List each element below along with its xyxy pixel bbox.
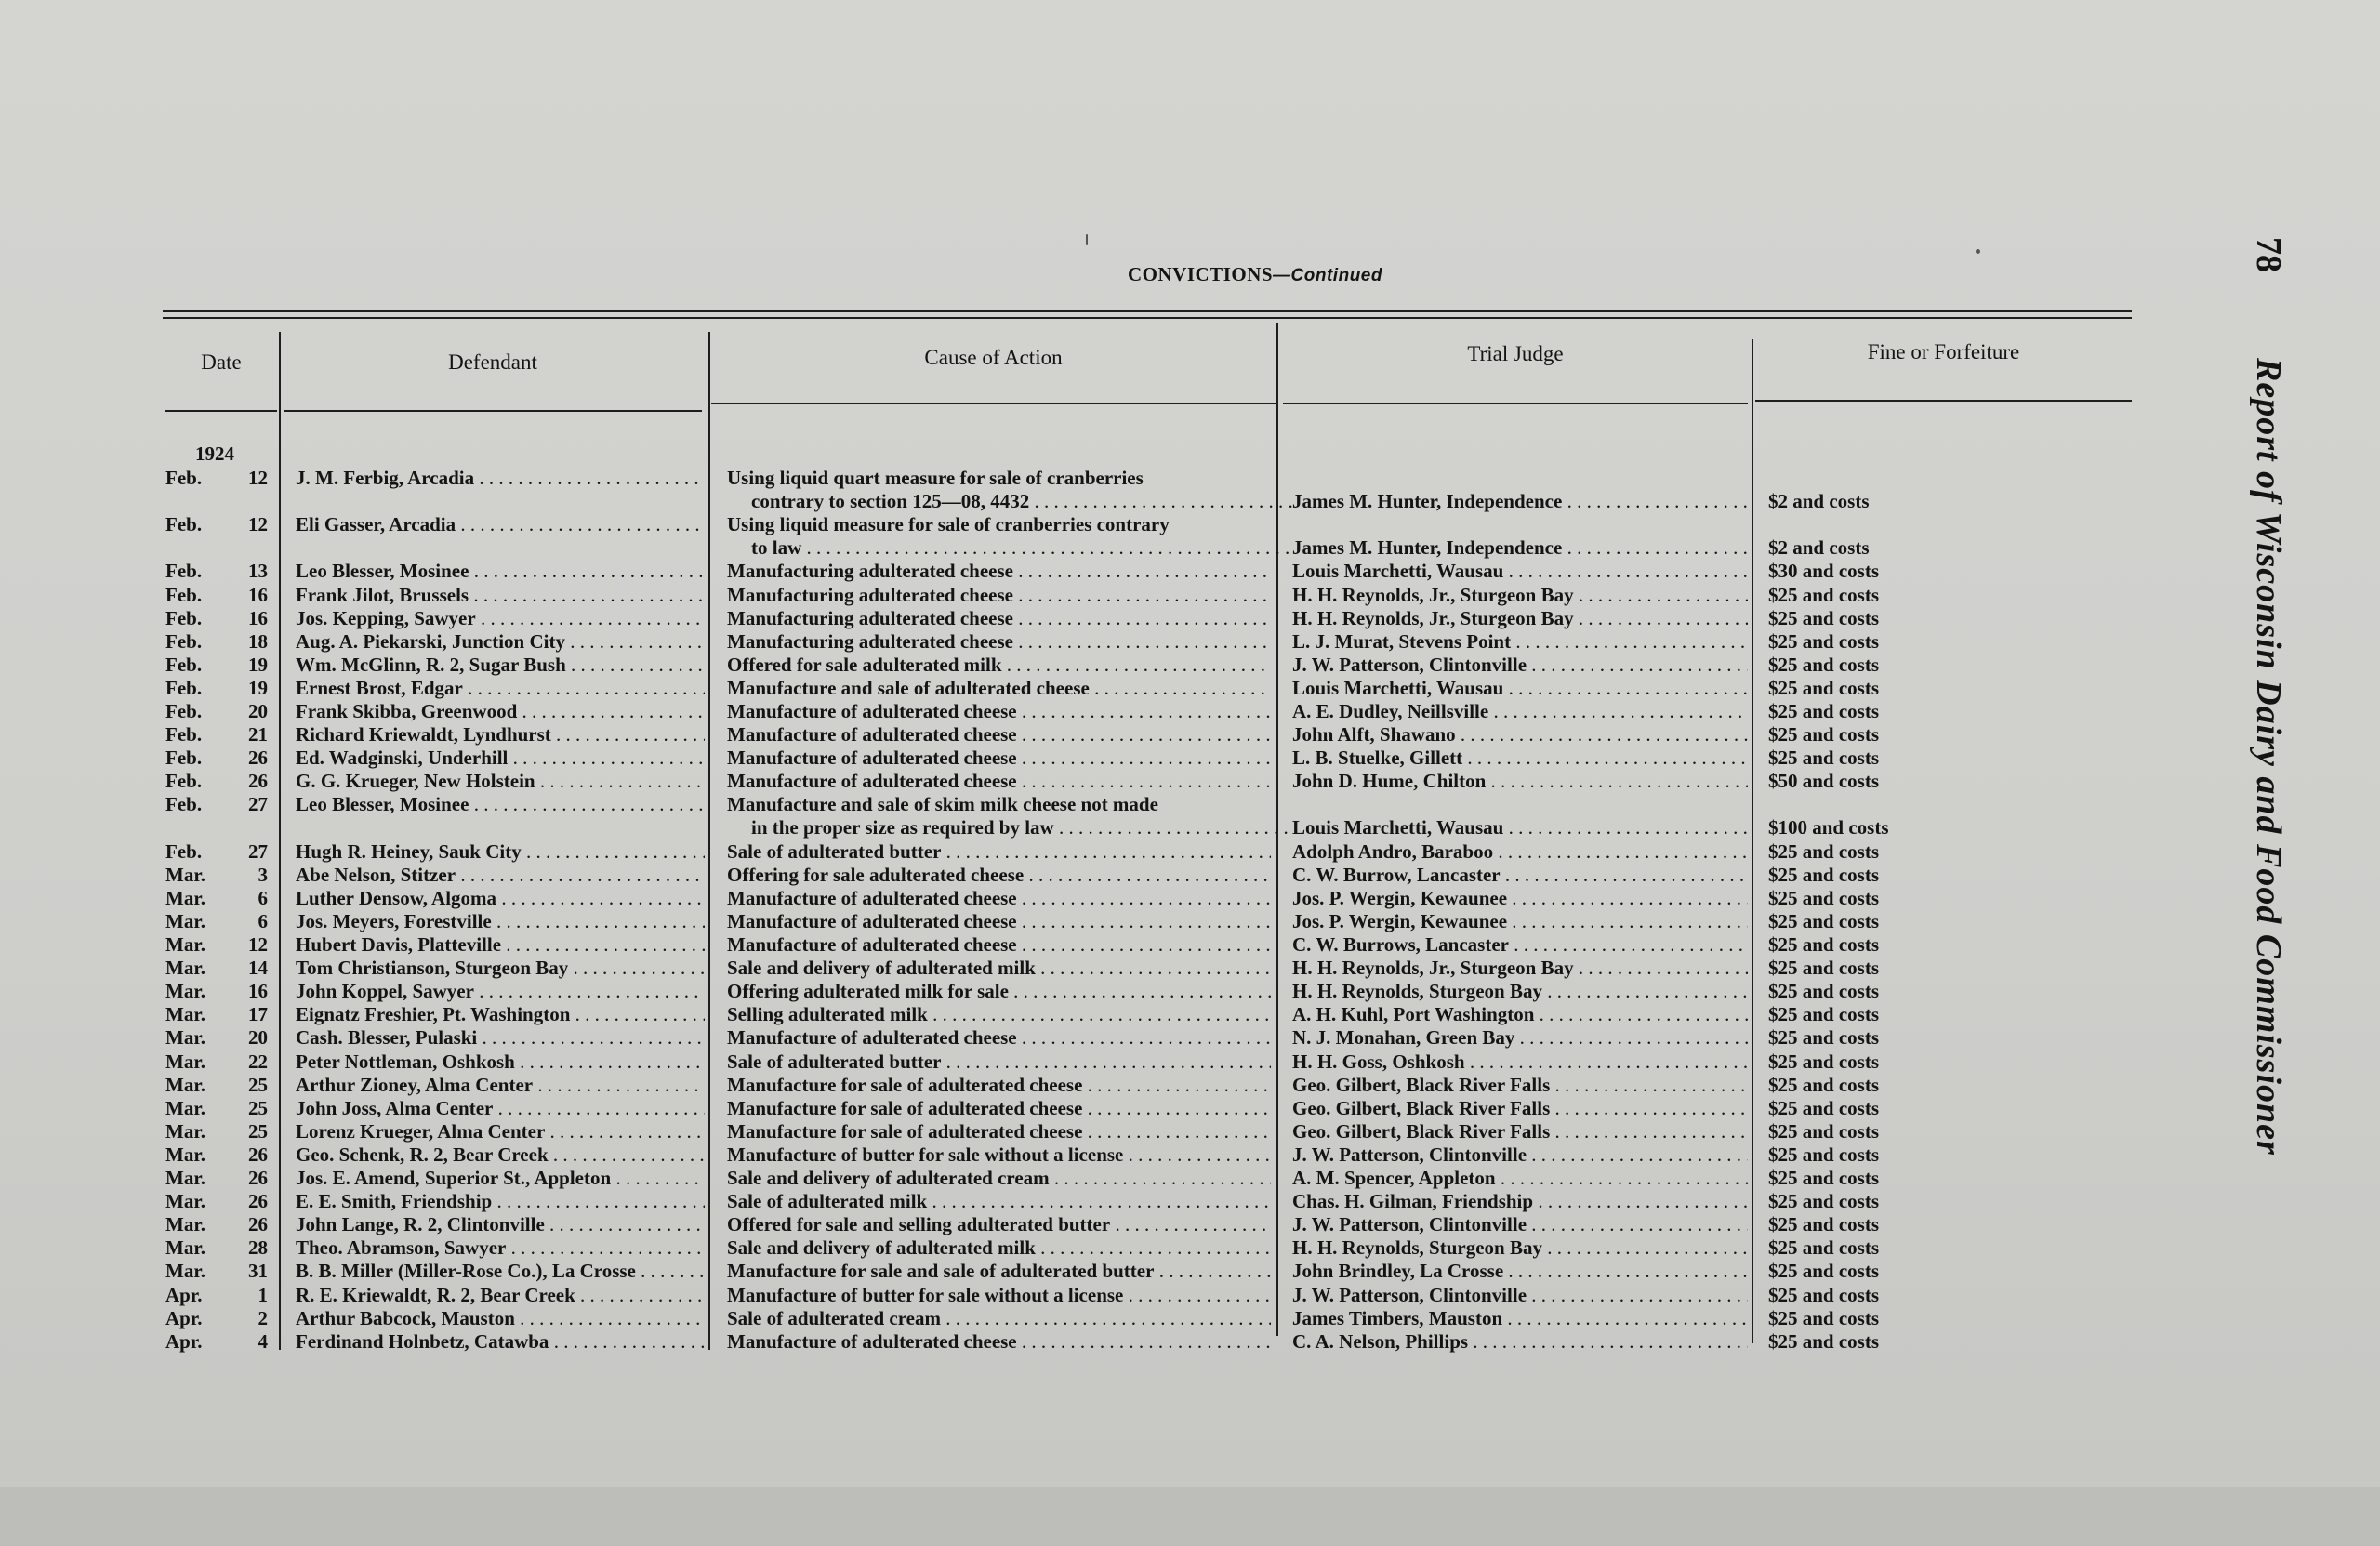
table-row (0, 933, 2380, 957)
date-day: 6 (258, 886, 268, 909)
table-row (0, 793, 2380, 839)
cause-cell: Offering adulterated milk for sale . . . (727, 980, 1271, 1003)
date-day: 16 (248, 980, 268, 1003)
date-day: 6 (258, 909, 268, 932)
date-day: 28 (248, 1236, 268, 1260)
date-day: 22 (248, 1050, 268, 1073)
table-row (0, 1074, 2380, 1097)
table-row (0, 910, 2380, 933)
date-day: 2 (258, 1306, 268, 1329)
cause-cell: Manufacture for sale of adulterated cheese . . . (727, 1120, 1271, 1143)
table-row (0, 747, 2380, 770)
running-title: Report of Wisconsin Dairy and Food Commissioner (2249, 358, 2288, 1156)
cause-cell: Manufacture of adulterated cheese . . . (727, 933, 1271, 957)
cause-cell: Manufacture of adulterated cheese . . . (727, 887, 1271, 910)
cause-cell: Manufacture of butter for sale without a license . . . (727, 1284, 1271, 1307)
date-month: Mar. (165, 1050, 205, 1073)
table-row (0, 1097, 2380, 1120)
table-row (0, 980, 2380, 1003)
judge-cell: Louis Marchetti, Wausau . . . (1292, 560, 1748, 583)
judge-cell: H. H. Reynolds, Sturgeon Bay . . . (1292, 980, 1748, 1003)
fine-cell: $25 and costs (1768, 933, 1880, 956)
date-month: Feb. (165, 513, 203, 536)
date-month: Mar. (165, 1026, 205, 1050)
defendant-cell: Geo. Schenk, R. 2, Bear Creek . . . (296, 1143, 705, 1167)
table-row (0, 770, 2380, 793)
date-day: 14 (248, 957, 268, 980)
date-month: Mar. (165, 1003, 205, 1026)
date-day: 31 (248, 1260, 268, 1283)
table-row (0, 560, 2380, 583)
fine-cell: $25 and costs (1768, 676, 1880, 699)
cause-cell: Sale of adulterated butter . . . (727, 840, 1271, 864)
date-month: Feb. (165, 770, 203, 793)
date-month: Feb. (165, 700, 203, 722)
date-month: Feb. (165, 560, 203, 583)
fine-cell: $2 and costs (1768, 536, 1870, 560)
judge-cell: Louis Marchetti, Wausau . . . (1292, 677, 1748, 700)
cause-cell: Using liquid measure for sale of cranberries contrary (727, 513, 1170, 536)
table-row (0, 654, 2380, 677)
table-row (0, 1284, 2380, 1307)
date-day: 26 (248, 1167, 268, 1189)
judge-cell: H. H. Goss, Oshkosh . . . (1292, 1050, 1748, 1074)
judge-cell: L. J. Murat, Stevens Point . . . (1292, 630, 1748, 654)
date-day: 25 (248, 1096, 268, 1119)
table-row (0, 723, 2380, 747)
judge-cell: J. W. Patterson, Clintonville . . . (1292, 654, 1748, 677)
defendant-cell: Arthur Babcock, Mauston . . . (296, 1307, 705, 1330)
judge-cell: J. W. Patterson, Clintonville . . . (1292, 1143, 1748, 1167)
judge-cell: Jos. P. Wergin, Kewaunee . . . (1292, 887, 1748, 910)
defendant-cell: John Koppel, Sawyer . . . (296, 980, 705, 1003)
judge-cell: J. W. Patterson, Clintonville . . . (1292, 1213, 1748, 1236)
date-month: Apr. (165, 1306, 203, 1329)
date-day: 27 (248, 793, 268, 816)
fine-cell: $25 and costs (1768, 747, 1880, 770)
cause-cell: to law . . . (727, 536, 1295, 560)
judge-cell: H. H. Reynolds, Jr., Sturgeon Bay . . . (1292, 584, 1748, 607)
date-day: 19 (248, 653, 268, 676)
table-row (0, 1050, 2380, 1074)
table-row (0, 840, 2380, 864)
judge-cell: John Alft, Shawano . . . (1292, 723, 1748, 747)
fine-cell: $25 and costs (1768, 1306, 1880, 1329)
judge-cell: Geo. Gilbert, Black River Falls . . . (1292, 1074, 1748, 1097)
judge-cell: Geo. Gilbert, Black River Falls . . . (1292, 1097, 1748, 1120)
cause-cell: Sale of adulterated milk . . . (727, 1190, 1271, 1213)
table-row (0, 1190, 2380, 1213)
fine-cell: $25 and costs (1768, 957, 1880, 980)
date-month: Mar. (165, 1190, 205, 1213)
date-day: 26 (248, 770, 268, 793)
fine-cell: $25 and costs (1768, 1236, 1880, 1260)
defendant-cell: Aug. A. Piekarski, Junction City . . . (296, 630, 705, 654)
table-row (0, 1307, 2380, 1330)
date-day: 25 (248, 1073, 268, 1096)
fine-cell: $25 and costs (1768, 1003, 1880, 1026)
cause-cell: Manufacture of adulterated cheese . . . (727, 910, 1271, 933)
defendant-cell: Frank Skibba, Greenwood . . . (296, 700, 705, 723)
cause-cell: Manufacture of adulterated cheese . . . (727, 700, 1271, 723)
defendant-cell: Abe Nelson, Stitzer . . . (296, 864, 705, 887)
cause-cell: Sale of adulterated cream . . . (727, 1307, 1271, 1330)
defendant-cell: Jos. Kepping, Sawyer . . . (296, 607, 705, 630)
fine-cell: $25 and costs (1768, 653, 1880, 676)
cause-cell: Manufacture and sale of adulterated cheese . . . (727, 677, 1271, 700)
table-row (0, 1120, 2380, 1143)
year-label: 1924 (195, 443, 234, 465)
judge-cell: A. E. Dudley, Neillsville . . . (1292, 700, 1748, 723)
date-month: Feb. (165, 629, 203, 653)
defendant-cell: John Lange, R. 2, Clintonville . . . (296, 1213, 705, 1236)
defendant-cell: Jos. Meyers, Forestville . . . (296, 910, 705, 933)
date-month: Mar. (165, 933, 205, 956)
cause-cell: Manufacture and sale of skim milk cheese not made (727, 793, 1158, 816)
table-row (0, 700, 2380, 723)
defendant-cell: Leo Blesser, Mosinee . . . (296, 560, 705, 583)
judge-cell: A. H. Kuhl, Port Washington . . . (1292, 1003, 1748, 1026)
fine-cell: $50 and costs (1768, 770, 1880, 793)
column-header-date: Date (201, 350, 242, 374)
defendant-cell: J. M. Ferbig, Arcadia . . . (296, 467, 705, 490)
judge-cell: John D. Hume, Chilton . . . (1292, 770, 1748, 793)
table-title-main: CONVICTIONS (1128, 263, 1274, 285)
table-row (0, 957, 2380, 980)
fine-cell: $25 and costs (1768, 606, 1880, 629)
defendant-cell: Theo. Abramson, Sawyer . . . (296, 1236, 705, 1260)
cause-cell: Sale and delivery of adulterated cream . . . (727, 1167, 1271, 1190)
judge-cell: H. H. Reynolds, Jr., Sturgeon Bay . . . (1292, 607, 1748, 630)
defendant-cell: B. B. Miller (Miller-Rose Co.), La Crosse . . . (296, 1260, 705, 1283)
cause-cell: Manufacture for sale of adulterated cheese . . . (727, 1097, 1271, 1120)
defendant-cell: Richard Kriewaldt, Lyndhurst . . . (296, 723, 705, 747)
date-day: 20 (248, 1026, 268, 1050)
cause-cell: Sale and delivery of adulterated milk . . . (727, 1236, 1271, 1260)
judge-cell: Adolph Andro, Baraboo . . . (1292, 840, 1748, 864)
table-row (0, 584, 2380, 607)
fine-cell: $25 and costs (1768, 863, 1880, 886)
cause-cell: Manufacturing adulterated cheese . . . (727, 560, 1271, 583)
judge-cell: James Timbers, Mauston . . . (1292, 1307, 1748, 1330)
cause-cell: Manufacturing adulterated cheese . . . (727, 607, 1271, 630)
column-header-cause: Cause of Action (924, 346, 1063, 369)
judge-cell: Louis Marchetti, Wausau . . . (1292, 816, 1748, 839)
table-row (0, 864, 2380, 887)
defendant-cell: Lorenz Krueger, Alma Center . . . (296, 1120, 705, 1143)
judge-cell: C. W. Burrows, Lancaster . . . (1292, 933, 1748, 957)
fine-cell: $25 and costs (1768, 583, 1880, 606)
defendant-cell: Eli Gasser, Arcadia . . . (296, 513, 705, 536)
date-day: 19 (248, 676, 268, 699)
fine-cell: $25 and costs (1768, 1167, 1880, 1189)
table-title-continued: —Continued (1273, 266, 1382, 285)
fine-cell: $25 and costs (1768, 1260, 1880, 1283)
judge-cell: Chas. H. Gilman, Friendship . . . (1292, 1190, 1748, 1213)
defendant-cell: E. E. Smith, Friendship . . . (296, 1190, 705, 1213)
fine-cell: $25 and costs (1768, 1143, 1880, 1166)
cause-cell: Manufacture for sale of adulterated cheese . . . (727, 1074, 1271, 1097)
judge-cell: James M. Hunter, Independence . . . (1292, 536, 1748, 560)
fine-cell: $25 and costs (1768, 980, 1880, 1003)
date-day: 12 (248, 467, 268, 489)
defendant-cell: Wm. McGlinn, R. 2, Sugar Bush . . . (296, 654, 705, 677)
table-row (0, 1213, 2380, 1236)
defendant-cell: R. E. Kriewaldt, R. 2, Bear Creek . . . (296, 1284, 705, 1307)
date-day: 4 (258, 1329, 268, 1353)
table-row (0, 1143, 2380, 1167)
table-row (0, 1260, 2380, 1283)
column-header-defendant: Defendant (448, 350, 537, 374)
judge-cell: H. H. Reynolds, Sturgeon Bay . . . (1292, 1236, 1748, 1260)
judge-cell: C. W. Burrow, Lancaster . . . (1292, 864, 1748, 887)
date-month: Mar. (165, 1167, 205, 1189)
cause-cell: Manufacture of adulterated cheese . . . (727, 770, 1271, 793)
date-month: Mar. (165, 1213, 205, 1236)
judge-cell: C. A. Nelson, Phillips . . . (1292, 1330, 1748, 1354)
defendant-cell: Ed. Wadginski, Underhill . . . (296, 747, 705, 770)
date-day: 26 (248, 1190, 268, 1213)
date-day: 18 (248, 629, 268, 653)
defendant-cell: Hubert Davis, Platteville . . . (296, 933, 705, 957)
cause-cell: Using liquid quart measure for sale of cranberries (727, 467, 1144, 489)
table-row (0, 513, 2380, 560)
cause-cell: Offering for sale adulterated cheese . . . (727, 864, 1271, 887)
fine-cell: $2 and costs (1768, 490, 1870, 513)
fine-cell: $25 and costs (1768, 1026, 1880, 1050)
page-number: 78 (2249, 237, 2288, 272)
fine-cell: $25 and costs (1768, 629, 1880, 653)
date-month: Feb. (165, 723, 203, 747)
table-row (0, 630, 2380, 654)
date-day: 17 (248, 1003, 268, 1026)
defendant-cell: Leo Blesser, Mosinee . . . (296, 793, 705, 816)
defendant-cell: Eignatz Freshier, Pt. Washington . . . (296, 1003, 705, 1026)
fine-cell: $25 and costs (1768, 1119, 1880, 1143)
defendant-cell: Hugh R. Heiney, Sauk City . . . (296, 840, 705, 864)
date-day: 27 (248, 839, 268, 863)
defendant-cell: John Joss, Alma Center . . . (296, 1097, 705, 1120)
date-day: 25 (248, 1119, 268, 1143)
defendant-cell: Cash. Blesser, Pulaski . . . (296, 1026, 705, 1050)
cause-cell: Manufacture of adulterated cheese . . . (727, 1026, 1271, 1050)
judge-cell: A. M. Spencer, Appleton . . . (1292, 1167, 1748, 1190)
fine-cell: $25 and costs (1768, 1283, 1880, 1306)
date-month: Feb. (165, 793, 203, 816)
table-row (0, 607, 2380, 630)
fine-cell: $25 and costs (1768, 886, 1880, 909)
date-month: Feb. (165, 467, 203, 489)
fine-cell: $25 and costs (1768, 1329, 1880, 1353)
date-month: Mar. (165, 957, 205, 980)
defendant-cell: Ernest Brost, Edgar . . . (296, 677, 705, 700)
date-month: Mar. (165, 886, 205, 909)
fine-cell: $100 and costs (1768, 816, 1889, 839)
date-month: Mar. (165, 909, 205, 932)
date-day: 3 (258, 863, 268, 886)
judge-cell: Jos. P. Wergin, Kewaunee . . . (1292, 910, 1748, 933)
defendant-cell: G. G. Krueger, New Holstein . . . (296, 770, 705, 793)
date-day: 16 (248, 606, 268, 629)
table-row (0, 1003, 2380, 1026)
column-header-judge: Trial Judge (1467, 342, 1564, 365)
judge-cell: James M. Hunter, Independence . . . (1292, 490, 1748, 513)
date-day: 12 (248, 933, 268, 956)
defendant-cell: Tom Christianson, Sturgeon Bay . . . (296, 957, 705, 980)
date-day: 1 (258, 1283, 268, 1306)
date-day: 16 (248, 583, 268, 606)
cause-cell: Manufacturing adulterated cheese . . . (727, 584, 1271, 607)
defendant-cell: Ferdinand Holnbetz, Catawba . . . (296, 1330, 705, 1354)
judge-cell: N. J. Monahan, Green Bay . . . (1292, 1026, 1748, 1050)
cause-cell: Manufacture of butter for sale without a license . . . (727, 1143, 1271, 1167)
date-month: Apr. (165, 1329, 203, 1353)
date-day: 26 (248, 1213, 268, 1236)
fine-cell: $25 and costs (1768, 1213, 1880, 1236)
date-month: Feb. (165, 653, 203, 676)
cause-cell: in the proper size as required by law . . . (727, 816, 1295, 839)
fine-cell: $25 and costs (1768, 723, 1880, 747)
table-row (0, 1236, 2380, 1260)
date-month: Feb. (165, 747, 203, 770)
defendant-cell: Luther Densow, Algoma . . . (296, 887, 705, 910)
fine-cell: $25 and costs (1768, 839, 1880, 863)
fine-cell: $25 and costs (1768, 1073, 1880, 1096)
fine-cell: $25 and costs (1768, 700, 1880, 722)
judge-cell: L. B. Stuelke, Gillett . . . (1292, 747, 1748, 770)
date-month: Apr. (165, 1283, 203, 1306)
table-row (0, 467, 2380, 513)
date-month: Feb. (165, 583, 203, 606)
table-row (0, 1330, 2380, 1354)
cause-cell: Manufacture of adulterated cheese . . . (727, 723, 1271, 747)
date-month: Mar. (165, 1260, 205, 1283)
table-row (0, 677, 2380, 700)
date-day: 12 (248, 513, 268, 536)
date-month: Feb. (165, 676, 203, 699)
column-header-fine: Fine or Forfeiture (1867, 340, 2020, 363)
table-row (0, 887, 2380, 910)
fine-cell: $25 and costs (1768, 1096, 1880, 1119)
date-day: 26 (248, 1143, 268, 1166)
cause-cell: Offered for sale adulterated milk . . . (727, 654, 1271, 677)
judge-cell: J. W. Patterson, Clintonville . . . (1292, 1284, 1748, 1307)
date-month: Mar. (165, 1073, 205, 1096)
defendant-cell: Peter Nottleman, Oshkosh . . . (296, 1050, 705, 1074)
date-month: Feb. (165, 839, 203, 863)
judge-cell: Geo. Gilbert, Black River Falls . . . (1292, 1120, 1748, 1143)
judge-cell: H. H. Reynolds, Jr., Sturgeon Bay . . . (1292, 957, 1748, 980)
date-month: Feb. (165, 606, 203, 629)
cause-cell: Sale of adulterated butter . . . (727, 1050, 1271, 1074)
date-day: 26 (248, 747, 268, 770)
fine-cell: $25 and costs (1768, 1050, 1880, 1073)
date-month: Mar. (165, 1236, 205, 1260)
date-month: Mar. (165, 1143, 205, 1166)
date-day: 21 (248, 723, 268, 747)
cause-cell: Manufacturing adulterated cheese . . . (727, 630, 1271, 654)
table-row (0, 1026, 2380, 1050)
date-month: Mar. (165, 1096, 205, 1119)
date-month: Mar. (165, 863, 205, 886)
defendant-cell: Frank Jilot, Brussels . . . (296, 584, 705, 607)
date-day: 13 (248, 560, 268, 583)
fine-cell: $25 and costs (1768, 1190, 1880, 1213)
cause-cell: Manufacture of adulterated cheese . . . (727, 747, 1271, 770)
cause-cell: Offered for sale and selling adulterated butter . . . (727, 1213, 1271, 1236)
fine-cell: $30 and costs (1768, 560, 1880, 583)
fine-cell: $25 and costs (1768, 909, 1880, 932)
cause-cell: contrary to section 125—08, 4432 . . . (727, 490, 1295, 513)
cause-cell: Sale and delivery of adulterated milk . . . (727, 957, 1271, 980)
cause-cell: Manufacture for sale and sale of adulterated butter . . . (727, 1260, 1271, 1283)
cause-cell: Selling adulterated milk . . . (727, 1003, 1271, 1026)
defendant-cell: Arthur Zioney, Alma Center . . . (296, 1074, 705, 1097)
defendant-cell: Jos. E. Amend, Superior St., Appleton . . . (296, 1167, 705, 1190)
date-month: Mar. (165, 1119, 205, 1143)
date-month: Mar. (165, 980, 205, 1003)
judge-cell: John Brindley, La Crosse . . . (1292, 1260, 1748, 1283)
table-row (0, 1167, 2380, 1190)
date-day: 20 (248, 700, 268, 722)
cause-cell: Manufacture of adulterated cheese . . . (727, 1330, 1271, 1354)
